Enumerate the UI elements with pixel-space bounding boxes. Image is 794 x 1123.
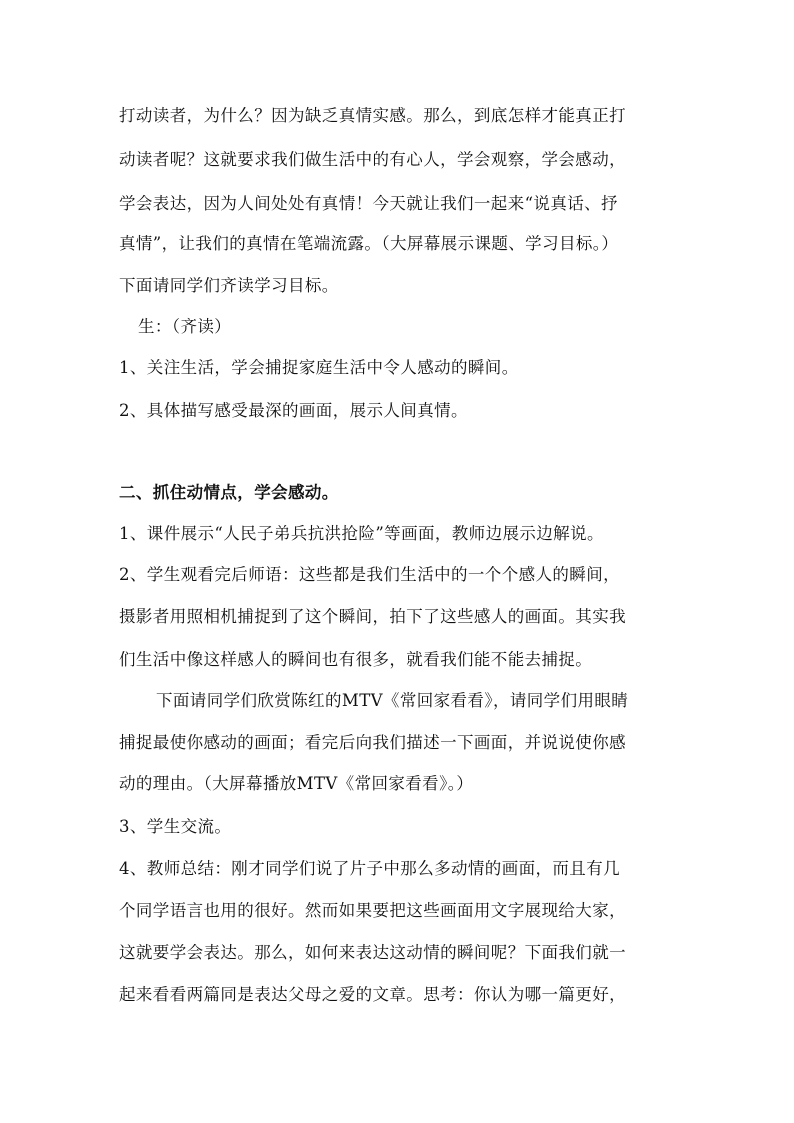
paragraph-line: 下面请同学们齐读学习目标。 <box>119 276 339 295</box>
objective-item: 2、具体描写感受最深的画面，展示人间真情。 <box>119 401 468 420</box>
paragraph-line: 动读者呢？这就要求我们做生活中的有心人，学会观察，学会感动， <box>119 150 626 169</box>
paragraph-line: 打动读者，为什么？因为缺乏真情实感。那么，到底怎样才能真正打 <box>119 106 626 125</box>
paragraph-line: 们生活中像这样感人的瞬间也有很多，就看我们能不能去捕捉。 <box>119 650 593 669</box>
list-item: 2、学生观看完后师语：这些都是我们生活中的一个个感人的瞬间， <box>119 565 620 584</box>
paragraph-line: 这就要学会表达。那么，如何来表达这动情的瞬间呢？下面我们就一 <box>119 943 626 962</box>
list-item: 1、课件展示“人民子弟兵抗洪抢险”等画面，教师边展示边解说。 <box>119 524 604 543</box>
paragraph-line: 个同学语言也用的很好。然而如果要把这些画面用文字展现给大家， <box>119 901 626 920</box>
objective-item: 1、关注生活，学会捕捉家庭生活中令人感动的瞬间。 <box>119 358 519 377</box>
student-response-line: 生：（齐读） <box>138 317 232 336</box>
paragraph-line: 捕捉最使你感动的画面；看完后向我们描述一下画面，并说说使你感 <box>119 733 626 752</box>
paragraph-line: 下面请同学们欣赏陈红的MTV《常回家看看》，请同学们用眼睛 <box>156 691 629 710</box>
paragraph-line: 动的理由。（大屏幕播放MTV《常回家看看》。） <box>119 774 474 793</box>
list-item: 3、学生交流。 <box>119 817 232 836</box>
paragraph-line: 学会表达，因为人间处处有真情！今天就让我们一起来“说真话、抒 <box>119 194 618 213</box>
paragraph-line: 摄影者用照相机捕捉到了这个瞬间，拍下了这些感人的画面。其实我 <box>119 607 626 626</box>
paragraph-line: 真情”，让我们的真情在笔端流露。（大屏幕展示课题、学习目标。） <box>119 234 619 253</box>
paragraph-line: 起来看看两篇同是表达父母之爱的文章。思考：你认为哪一篇更好， <box>119 985 626 1004</box>
section-heading: 二、抓住动情点，学会感动。 <box>119 483 339 502</box>
list-item: 4、教师总结：刚才同学们说了片子中那么多动情的画面，而且有几 <box>119 859 620 878</box>
